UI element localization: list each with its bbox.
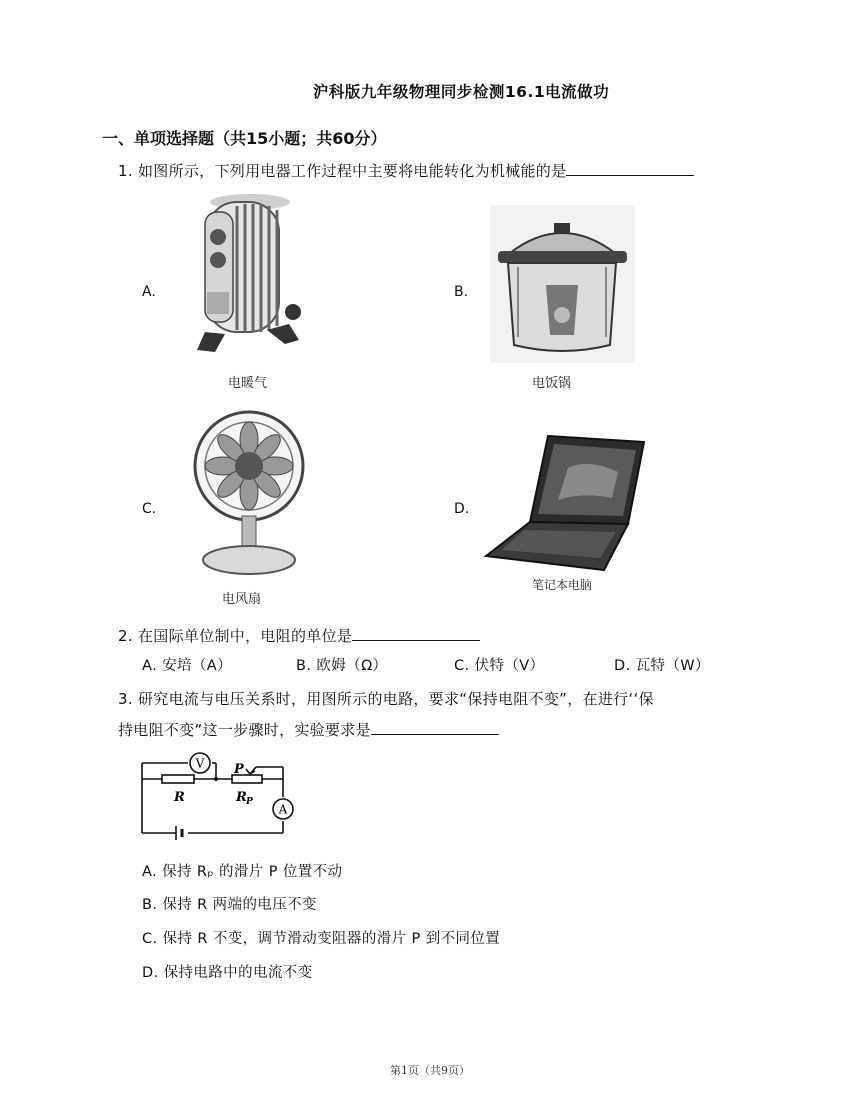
question-2-text: 2. 在国际单位制中，电阻的单位是	[118, 627, 353, 645]
answer-blank-2[interactable]	[352, 626, 480, 641]
q2-option-a[interactable]: A. 安培（A）	[142, 658, 233, 674]
circuit-diagram	[130, 745, 305, 845]
question-3-stem-line1: 3. 研究电流与电压关系时，用图所示的电路，要求“保持电阻不变”，在进行‘‘保	[118, 690, 654, 708]
voltmeter-label: V	[195, 756, 205, 771]
slider-label: P	[234, 762, 244, 777]
q1-option-d-caption: 笔记本电脑	[532, 578, 593, 592]
question-1-text: 1. 如图所示，下列用电器工作过程中主要将电能转化为机械能的是	[118, 162, 567, 180]
rheostat-subscript: P	[246, 797, 253, 807]
resistor-label: R	[174, 790, 185, 805]
q1-option-c-caption: 电风扇	[222, 592, 262, 607]
q1-option-b-label: B.	[454, 284, 469, 300]
q1-option-d-label: D.	[454, 501, 470, 517]
question-2-stem	[118, 625, 480, 646]
electric-fan-image	[190, 408, 308, 580]
q3-option-c[interactable]: C. 保持 R 不变，调节滑动变阻器的滑片 P 到不同位置	[142, 931, 501, 947]
q2-option-d[interactable]: D. 瓦特（W）	[614, 658, 710, 674]
answer-blank-1[interactable]	[566, 161, 694, 176]
section-heading: 一、单项选择题（共15小题；共60分）	[102, 129, 387, 148]
rice-cooker-image	[490, 205, 635, 363]
rheostat-label: R	[236, 790, 247, 805]
question-1-stem	[118, 160, 694, 181]
q3-option-a[interactable]: A. 保持 Rₚ 的滑片 P 位置不动	[142, 864, 343, 880]
answer-blank-3[interactable]	[371, 720, 499, 735]
q3-option-b[interactable]: B. 保持 R 两端的电压不变	[142, 897, 317, 913]
page-title: 沪科版九年级物理同步检测16.1电流做功	[312, 83, 610, 101]
page-footer: 第1页（共9页）	[390, 1064, 470, 1077]
laptop-image	[478, 428, 648, 578]
q3-option-d[interactable]: D. 保持电路中的电流不变	[142, 965, 313, 981]
q1-option-b-caption: 电饭锅	[532, 376, 572, 391]
q1-option-c-label: C.	[142, 501, 157, 517]
q2-option-b[interactable]: B. 欧姆（Ω）	[296, 658, 388, 674]
q2-option-c[interactable]: C. 伏特（V）	[454, 658, 545, 674]
question-3-text: 持电阻不变“这一步骤时，实验要求是	[118, 721, 371, 739]
q1-option-a-label: A.	[142, 284, 156, 300]
q1-option-a-caption: 电暖气	[228, 376, 268, 391]
question-3-stem-line2-wrap	[118, 719, 499, 740]
ammeter-label: A	[278, 802, 288, 817]
electric-heater-image	[185, 192, 315, 364]
